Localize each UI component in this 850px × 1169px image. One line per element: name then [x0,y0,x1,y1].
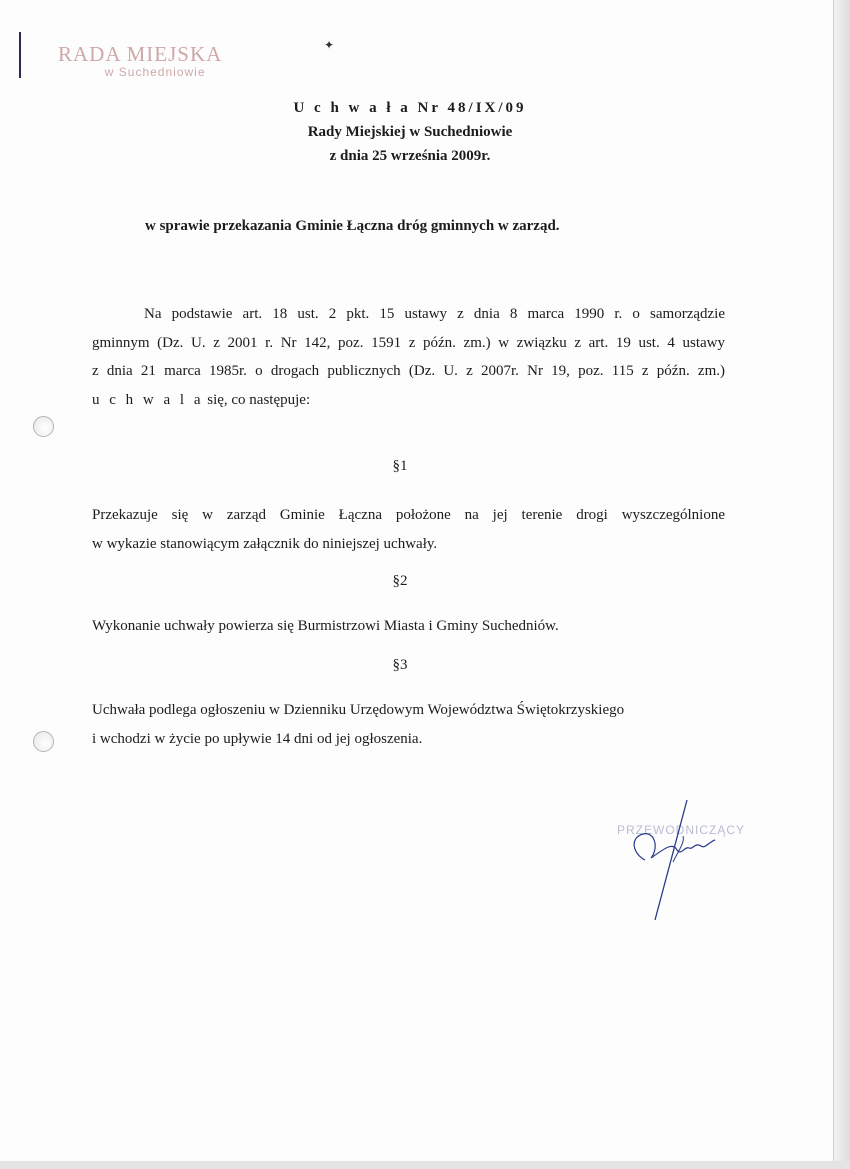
scan-edge-bottom [0,1161,850,1169]
resolution-header [0,96,820,168]
handwritten-signature [615,790,755,930]
stamp-line-1: RADA MIEJSKA [58,42,223,66]
section-3-text [92,696,725,753]
council-stamp [58,42,222,79]
section-3-heading: §3 [392,657,408,673]
scan-edge-right [833,0,850,1169]
legal-basis-paragraph [92,300,725,414]
section-3-line-2: i wchodzi w życie po upływie 14 dni od jej ogłoszenia. [92,730,423,747]
legal-basis-line-4 [92,386,725,415]
legal-basis-line-2: gminnym (Dz. U. z 2001 r. Nr 142, poz. 1591 z późn. zm.) w związku z art. 19 ust. 4 ustawy [92,334,725,351]
chairman-title: PRZEWODNICZĄCY [617,823,745,837]
legal-basis-line-3: z dnia 21 marca 1985r. o drogach publicznych (Dz. U. z 2007r. Nr 19, poz. 115 z późn. zm.) [92,363,725,380]
section-2-heading: §2 [392,573,408,589]
section-3-line-1: Uchwała podlega ogłoszeniu w Dzienniku Urzędowym Województwa Świętokrzyskiego [92,702,625,718]
section-1-line-1: Przekazuje się w zarząd Gminie Łączna położone na jej terenie drogi wyszczególnione [92,507,725,523]
section-2-text [92,612,725,641]
section-1-line-2: w wykazie stanowiącym załącznik do niniejszej uchwały. [92,535,438,552]
punch-hole-bottom [33,731,54,752]
ink-speck: ✦ [324,38,335,52]
section-1-heading: §1 [392,458,408,474]
legal-basis-line-1: Na podstawie art. 18 ust. 2 pkt. 15 ustawy z dnia 8 marca 1990 r. o samorządzie [144,306,725,322]
stamp-line-2: w Suchedniowie [104,65,206,79]
section-1-text [92,501,725,558]
resolution-date: z dnia 25 września 2009r. [329,148,491,164]
section-2-line-1: Wykonanie uchwały powierza się Burmistrzowi Miasta i Gminy Suchedniów. [92,618,559,634]
resolution-number: U c h w a ł a Nr 48/IX/09 [293,100,527,116]
punch-hole-top [33,416,54,437]
resolution-issuer: Rady Miejskiej w Suchedniowie [307,124,513,140]
resolution-subject: w sprawie przekazania Gminie Łączna dróg gminnych w zarząd. [145,218,560,234]
resolves-rest: się, co następuje: [203,391,311,408]
margin-mark [19,32,21,78]
resolves-word: u c h w a l a [92,391,204,408]
